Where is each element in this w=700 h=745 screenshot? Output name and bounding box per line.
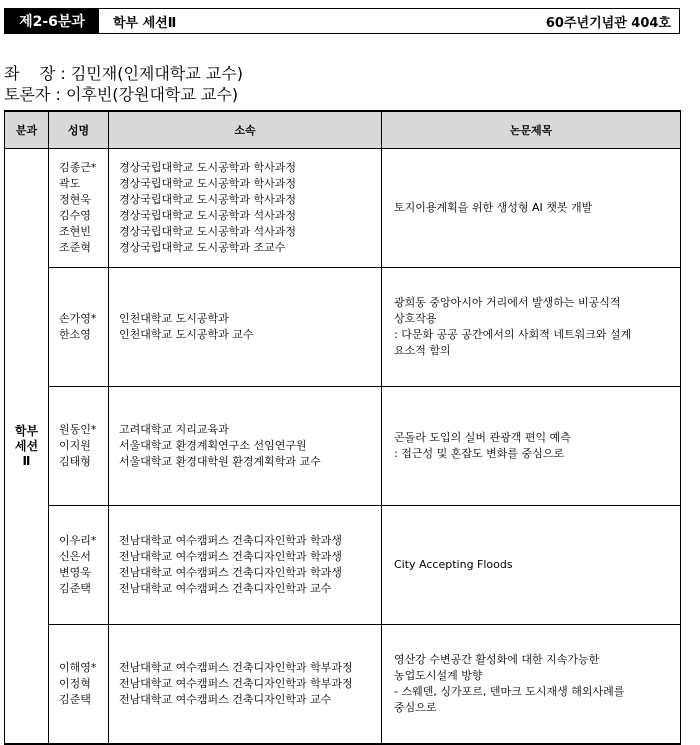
table-header-row — [5, 111, 681, 149]
affiliation-cell — [109, 387, 382, 506]
table-row — [5, 387, 681, 506]
names-cell-line: 김수영 — [59, 209, 91, 222]
affiliation-cell-line: 서울대학교 환경대학원 환경계획학과 교수 — [119, 455, 321, 468]
names-cell-line: 신은서 — [59, 550, 91, 563]
discussant-sep: : — [50, 85, 66, 104]
col-header-affiliation: 소속 — [109, 111, 382, 149]
affiliation-cell-line: 전남대학교 여수캠퍼스 건축디자인학과 학부과정 — [119, 677, 353, 690]
paper-title-cell — [382, 387, 681, 506]
division-text: Ⅱ — [22, 453, 31, 468]
table-row — [5, 506, 681, 625]
names-cell-line: 변영욱 — [59, 566, 91, 579]
session-title: 학부 세션Ⅱ — [113, 15, 177, 31]
affiliation-cell-line: 전남대학교 여수캠퍼스 건축디자인학과 교수 — [119, 582, 332, 595]
affiliation-cell-line: 인천대학교 도시공학과 교수 — [119, 328, 254, 341]
names-cell-line: 김종근* — [59, 161, 97, 174]
names-cell-line: 김준택 — [59, 582, 91, 595]
paper-title-cell — [382, 625, 681, 745]
col-header-title: 논문제목 — [382, 111, 681, 149]
names-cell-line: 조준혁 — [59, 241, 91, 254]
names-cell — [49, 268, 109, 387]
table-row — [5, 268, 681, 387]
room-label: 60주년기념관 404호 — [545, 15, 671, 31]
table-row — [5, 625, 681, 745]
names-cell-line: 이해영* — [59, 661, 97, 674]
paper-title-cell — [382, 149, 681, 268]
paper-title-cell-line: 상호작용 — [394, 312, 437, 325]
chair-person: 김민재(인제대학교 교수) — [70, 64, 243, 83]
names-cell-line: 곽도 — [59, 177, 81, 190]
paper-title-cell-line: 광희동 중앙아시아 거리에서 발생하는 비공식적 — [394, 296, 621, 309]
affiliation-cell-line: 전남대학교 여수캠퍼스 건축디자인학과 교수 — [119, 693, 332, 706]
affiliation-cell-line: 전남대학교 여수캠퍼스 건축디자인학과 학과생 — [119, 534, 343, 547]
affiliation-cell-line: 전남대학교 여수캠퍼스 건축디자인학과 학과생 — [119, 566, 343, 579]
paper-title-cell-line: : 다문화 공공 공간에서의 사회적 네트워크와 설계 — [394, 328, 632, 341]
names-cell-line: 손가영* — [59, 312, 97, 325]
names-cell — [49, 149, 109, 268]
paper-title-cell-line: 농업도시설계 방향 — [394, 669, 483, 682]
col-header-name: 성명 — [49, 111, 109, 149]
discussant-person: 이후빈(강원대학교 교수) — [65, 85, 239, 104]
paper-title-cell — [382, 268, 681, 387]
affiliation-cell — [109, 149, 382, 268]
session-table — [4, 110, 681, 745]
affiliation-cell-line: 경상국립대학교 도시공학과 조교수 — [119, 241, 286, 254]
session-header — [4, 8, 680, 34]
paper-title-cell-line: : 접근성 및 혼잡도 변화를 중심으로 — [394, 447, 564, 460]
names-cell-line: 조현빈 — [59, 225, 91, 238]
chair-sep: : — [55, 64, 71, 83]
names-cell — [49, 625, 109, 745]
names-cell-line: 한소영 — [59, 328, 91, 341]
affiliation-cell-line: 경상국립대학교 도시공학과 석사과정 — [119, 225, 297, 238]
affiliation-cell-line: 인천대학교 도시공학과 — [119, 312, 229, 325]
affiliation-cell-line: 전남대학교 여수캠퍼스 건축디자인학과 학과생 — [119, 550, 343, 563]
affiliation-cell — [109, 625, 382, 745]
names-cell-line: 원동인* — [59, 423, 97, 436]
names-cell — [49, 506, 109, 625]
affiliation-cell-line: 경상국립대학교 도시공학과 학사과정 — [119, 177, 297, 190]
paper-title-cell-line: 곤돌라 도입의 실버 관광객 편익 예측 — [394, 431, 571, 444]
division-text: 세션 — [14, 438, 39, 453]
col-header-division: 분과 — [5, 111, 49, 149]
affiliation-cell-line: 고려대학교 지리교육과 — [119, 423, 229, 436]
affiliation-cell-line: 서울대학교 환경계획연구소 선임연구원 — [119, 439, 307, 452]
affiliation-cell-line: 경상국립대학교 도시공학과 석사과정 — [119, 209, 297, 222]
paper-title-cell — [382, 506, 681, 625]
affiliation-cell-line: 전남대학교 여수캠퍼스 건축디자인학과 학부과정 — [119, 661, 353, 674]
division-cell — [5, 149, 49, 745]
section-label: 제2-6분과 — [5, 9, 99, 33]
chair-line — [4, 64, 243, 84]
discussant-role: 토론자 — [4, 85, 51, 104]
paper-title-cell-line: - 스웨덴, 싱가포르, 덴마크 도시재생 해외사례를 — [394, 685, 625, 698]
affiliation-cell — [109, 268, 382, 387]
division-text: 학부 — [14, 423, 39, 438]
names-cell-line: 이지원 — [59, 439, 91, 452]
chair-role: 좌 장 — [4, 64, 56, 83]
paper-title-cell-line: 요소적 함의 — [394, 344, 451, 357]
affiliation-cell-line: 경상국립대학교 도시공학과 학사과정 — [119, 193, 297, 206]
names-cell-line: 이우리* — [59, 534, 97, 547]
names-cell-line: 김준택 — [59, 693, 91, 706]
names-cell — [49, 387, 109, 506]
discussant-line — [4, 85, 238, 105]
affiliation-cell — [109, 506, 382, 625]
paper-title-cell-line: 중심으로 — [394, 701, 437, 714]
names-cell-line: 김태형 — [59, 455, 91, 468]
paper-title-cell-line: 토지이용계획을 위한 생성형 AI 챗봇 개발 — [394, 201, 593, 214]
affiliation-cell-line: 경상국립대학교 도시공학과 학사과정 — [119, 161, 297, 174]
names-cell-line: 정현욱 — [59, 193, 91, 206]
table-row — [5, 149, 681, 268]
paper-title-cell-line: 영산강 수변공간 활성화에 대한 지속가능한 — [394, 653, 600, 666]
names-cell-line: 이정혁 — [59, 677, 91, 690]
paper-title-cell-line: City Accepting Floods — [394, 558, 513, 571]
